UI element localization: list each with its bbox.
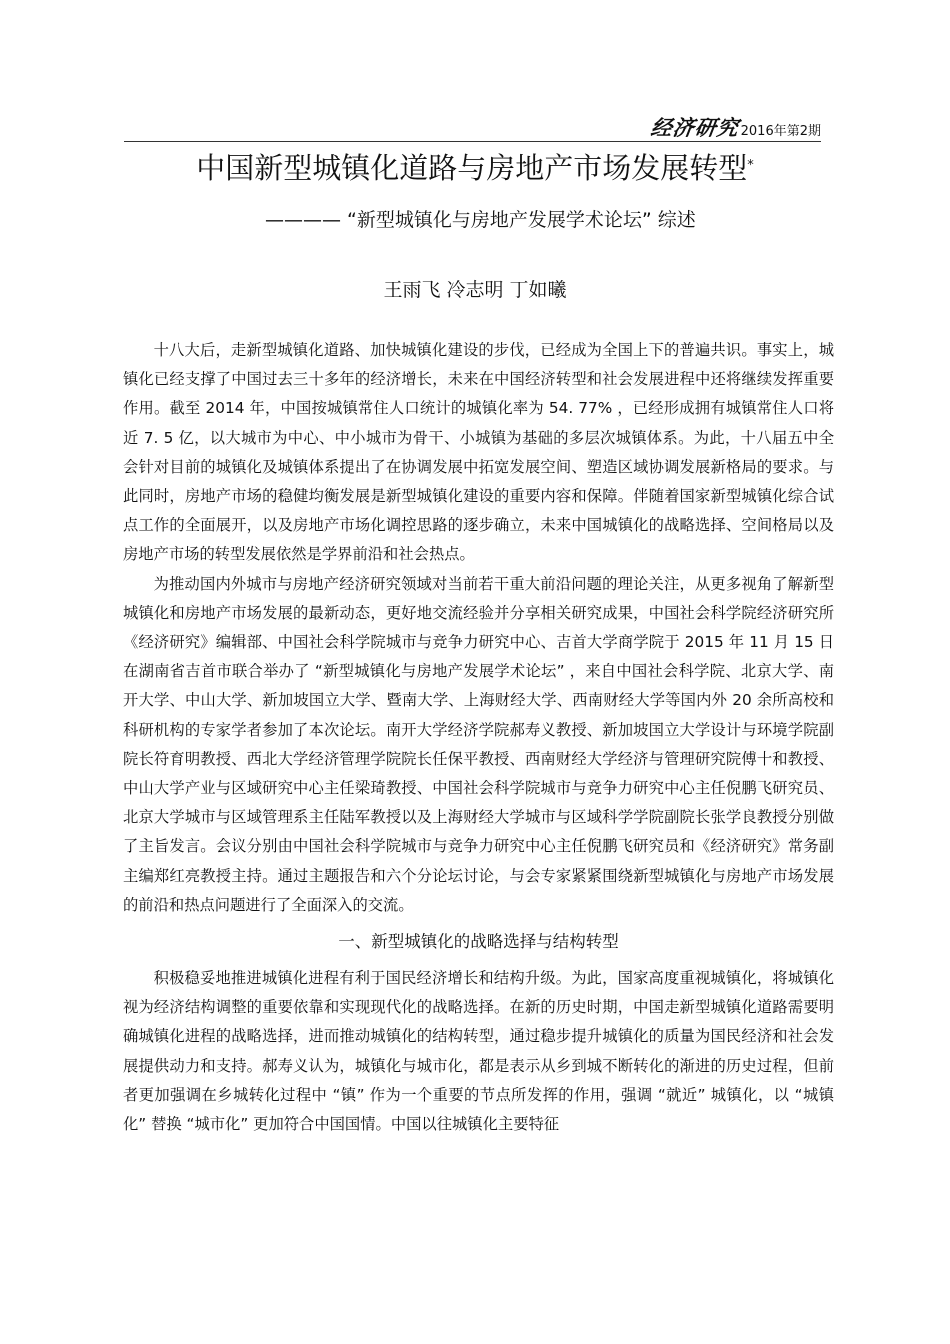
paper-subtitle: ———— “新型城镇化与房地产发展学术论坛” 综述 [265,209,696,231]
title-footnote-mark: * [747,158,754,173]
article-body [123,336,834,1139]
issue-label: 2016年第2期 [740,124,821,139]
section-1-paragraph: 积极稳妥地推进城镇化进程有利于国民经济增长和结构升级。为此，国家高度重视城镇化，将城镇化视为经济结构调整的重要依靠和实现现代化的战略选择。在新的历史时期，中国走新型城镇化道路需要明确城镇化进程的战略选择，进而推动城镇化的结构转型，通过稳步提升城镇化的质量为国民经济和社会发展提供动力和支持。郝寿义认为，城镇化与城市化，都是表示从乡到城不断转化的渐进的历史过程，但前者更加强调在乡城转化过程中 “镇” 作为一个重要的节点所发挥的作用，强调 “就近” 城镇化，以 “城镇化” 替换 “城市化” 更加符合中国国情。中国以往城镇化主要特征 [123,969,834,1134]
paper-title-text: 中国新型城镇化道路与房地产市场发展转型 [196,151,748,185]
section-heading-1: 一、新型城镇化的战略选择与结构转型 [338,932,619,952]
author-list: 王雨飞 冷志明 丁如曦 [383,279,567,301]
paper-title [0,148,950,188]
body-paragraph-2: 为推动国内外城市与房地产经济研究领域对当前若干重大前沿问题的理论关注，从更多视角了解新型城镇化和房地产市场发展的最新动态，更好地交流经验并分享相关研究成果，中国社会科学院经济研究所《经济研究》编辑部、中国社会科学院城市与竞争力研究中心、吉首大学商学院于 2015 年 11 月 15 日在湖南省吉首市联合举办了 “新型城镇化与房地产发展学术论坛” ，来自中国社会科学院、北京大学、南开大学、中山大学、新加坡国立大学、暨南大学、上海财经大学、西南财经大学等国内外 20 余所高校和科研机构的专家学者参加了本次论坛。南开大学经济学院郝寿义教授、新加坡国立大学设计与环境学院副院长符育明教授、西北大学经济管理学院院长任保平教授、西南财经大学经济与管理研究院傅十和教授、中山大学产业与区域研究中心主任梁琦教授、中国社会科学院城市与竞争力研究中心主任倪鹏飞研究员、北京大学城市与区域管理系主任陆军教授以及上海财经大学城市与区域科学学院副院长张学良教授分别做了主旨发言。会议分别由中国社会科学院城市与竞争力研究中心主任倪鹏飞研究员和《经济研究》常务副主编郑红亮教授主持。通过主题报告和六个分论坛讨论，与会专家紧紧围绕新型城镇化与房地产市场发展的前沿和热点问题进行了全面深入的交流。 [123,574,834,914]
body-paragraph-1: 十八大后，走新型城镇化道路、加快城镇化建设的步伐，已经成为全国上下的普遍共识。事实上，城镇化已经支撑了中国过去三十多年的经济增长，未来在中国经济转型和社会发展进程中还将继续发挥重要作用。截至 2014 年，中国按城镇常住人口统计的城镇化率为 54. 77% ，已经形成拥有城镇常住人口将近 7. 5 亿，以大城市为中心、中小城市为骨干、小城镇为基础的多层次城镇体系。为此，十八届五中全会针对目前的城镇化及城镇体系提出了在协调发展中拓宽发展空间、塑造区域协调发展新格局的要求。与此同时，房地产市场的稳健均衡发展是新型城镇化建设的重要内容和保障。伴随着国家新型城镇化综合试点工作的全面展开，以及房地产市场化调控思路的逐步确立，未来中国城镇化的战略选择、空间格局以及房地产市场的转型发展依然是学界前沿和社会热点。 [123,341,834,564]
running-header [124,112,821,142]
journal-logo: 经济研究 [648,115,741,140]
